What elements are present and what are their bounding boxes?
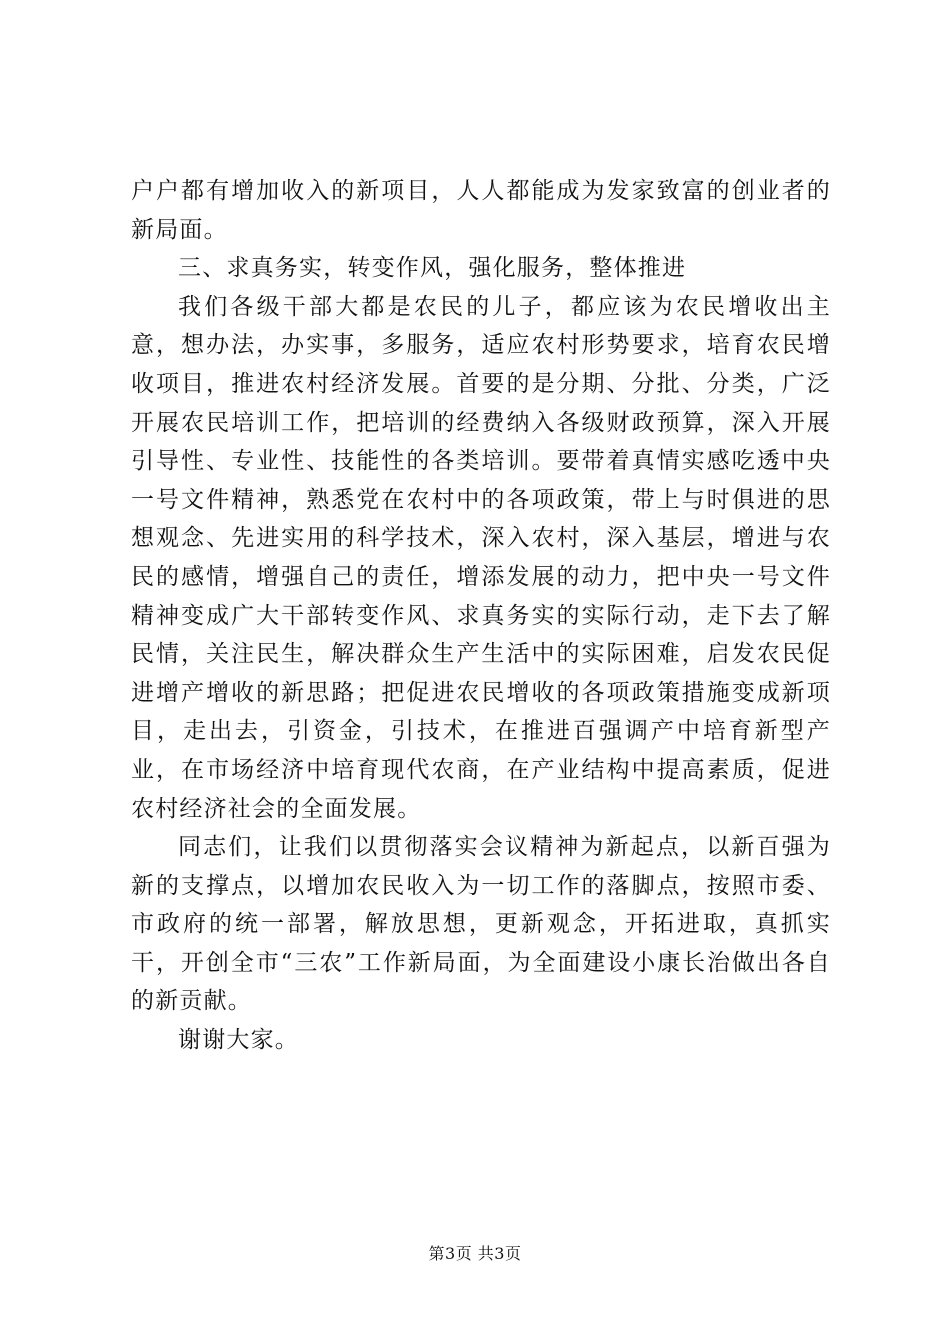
page-footer: 第3页 共3页	[428, 1244, 522, 1263]
paragraph-body: 我们各级干部大都是农民的儿子，都应该为农民增收出主意，想办法，办实事，多服务，适应农村形势要求，培育农民增收项目，推进农村经济发展。首要的是分期、分批、分类，广泛开展农民培训工作，把培训的经费纳入各级财政预算，深入开展引导性、专业性、技能性的各类培训。要带着真情实感吃透中央一号文件精神，熟悉党在农村中的各项政策，带上与时俱进的思想观念、先进实用的科学技术，深入农村，深入基层，增进与农民的感情，增强自己的责任，增添发展的动力，把中央一号文件精神变成广大干部转变作风、求真务实的实际行动，走下去了解民情，关注民生，解决群众生产生活中的实际困难，启发农民促进增产增收的新思路；把促进农民增收的各项政策措施变成新项目，走出去，引资金，引技术，在推进百强调产中培育新型产业，在市场经济中培育现代农商，在产业结构中提高素质，促进农村经济社会的全面发展。	[131, 293, 831, 822]
document-body	[131, 172, 831, 1060]
paragraph-continuation: 户户都有增加收入的新项目，人人都能成为发家致富的创业者的新局面。	[131, 178, 831, 243]
paragraph-closing: 同志们，让我们以贯彻落实会议精神为新起点，以新百强为新的支撑点，以增加农民收入为一切工作的落脚点，按照市委、市政府的统一部署，解放思想，更新观念，开拓进取，真抓实干，开创全市“三农”工作新局面，为全面建设小康长治做出各自的新贡献。	[131, 834, 831, 1015]
section-heading: 三、求真务实，转变作风，强化服务，整体推进	[178, 255, 687, 282]
paragraph-thanks: 谢谢大家。	[178, 1027, 299, 1054]
